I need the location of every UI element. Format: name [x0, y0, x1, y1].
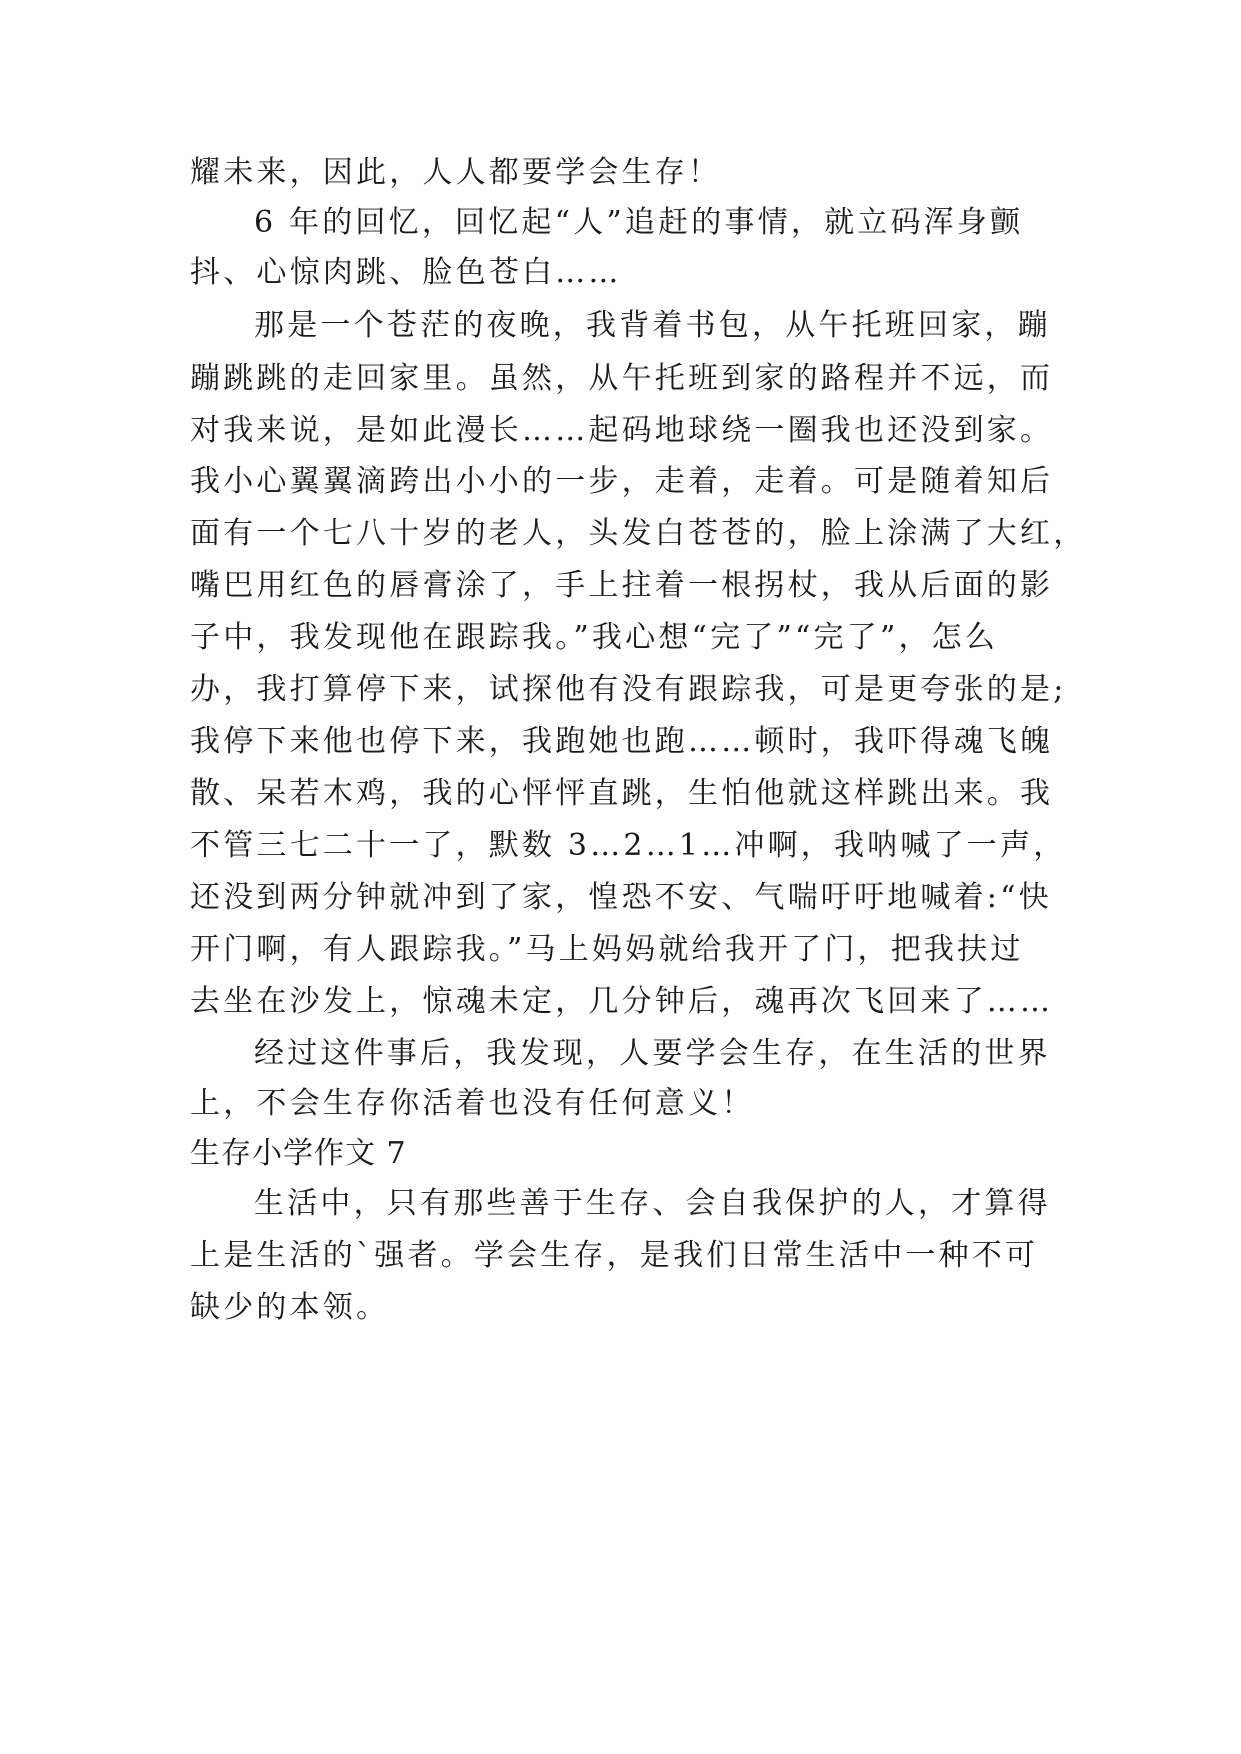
- text-line: 抖、心惊肉跳、脸色苍白……: [190, 255, 622, 290]
- section-heading: 生存小学作文 7: [190, 1136, 407, 1171]
- paragraph-start-line: 生活中，只有那些善于生存、会自我保护的人，才算得: [254, 1186, 1051, 1221]
- text-line: 上是生活的`强者。学会生存，是我们日常生活中一种不可: [190, 1238, 1039, 1273]
- text-line: 耀未来，因此，人人都要学会生存！: [190, 155, 722, 190]
- text-line: 我小心翼翼滴跨出小小的一步，走着，走着。可是随着知后: [190, 464, 1054, 499]
- text-line: 缺少的本领。: [190, 1290, 390, 1325]
- text-line: 开门啊，有人跟踪我。”马上妈妈就给我开了门，把我扶过: [190, 932, 1024, 967]
- text-line: 还没到两分钟就冲到了家，惶恐不安、气喘吁吁地喊着:“快: [190, 880, 1052, 915]
- text-line: 上，不会生存你活着也没有任何意义！: [190, 1086, 755, 1121]
- text-line: 不管三七二十一了，默数 3…2…1…冲啊，我呐喊了一声，: [190, 828, 1067, 863]
- text-line: 对我来说，是如此漫长……起码地球绕一圈我也还没到家。: [190, 413, 1054, 448]
- text-line: 办，我打算停下来，试探他有没有跟踪我，可是更夸张的是;: [190, 672, 1067, 707]
- text-line: 子中，我发现他在跟踪我。”我心想“完了”“完了”，怎么: [190, 620, 999, 655]
- paragraph-start-line: 那是一个苍茫的夜晚，我背着书包，从午托班回家，蹦: [254, 308, 1051, 343]
- paragraph-start-line: 经过这件事后，我发现，人要学会生存，在生活的世界: [254, 1036, 1051, 1071]
- text-line: 嘴巴用红色的唇膏涂了，手上拄着一根拐杖，我从后面的影: [190, 568, 1054, 603]
- text-line: 去坐在沙发上，惊魂未定，几分钟后，魂再次飞回来了……: [190, 984, 1054, 1019]
- paragraph-start-line: 6 年的回忆，回忆起“人”追赶的事情，就立码浑身颤: [254, 205, 1024, 240]
- text-line: 蹦跳跳的走回家里。虽然，从午托班到家的路程并不远，而: [190, 361, 1054, 396]
- text-line: 面有一个七八十岁的老人，头发白苍苍的，脸上涂满了大红，: [190, 516, 1087, 551]
- text-line: 散、呆若木鸡，我的心怦怦直跳，生怕他就这样跳出来。我: [190, 776, 1054, 811]
- text-line: 我停下来他也停下来，我跑她也跑……顿时，我吓得魂飞魄: [190, 724, 1054, 759]
